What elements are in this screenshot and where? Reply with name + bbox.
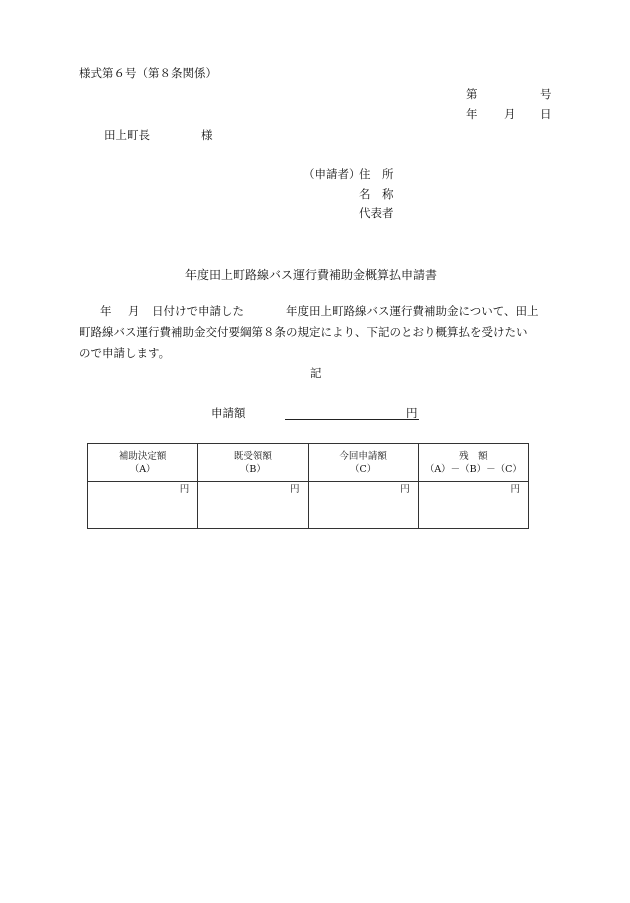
body-year: 年 bbox=[100, 304, 112, 318]
table-header-cell bbox=[308, 444, 418, 482]
table-header-cell bbox=[198, 444, 308, 482]
value-cell-current-application bbox=[308, 482, 418, 529]
date-year: 年 bbox=[466, 107, 478, 121]
unit-yen: 円 bbox=[289, 484, 300, 495]
header-balance-sub: （A）－（B）－（C） bbox=[424, 463, 522, 475]
document-title: 年度田上町路線バス運行費補助金概算払申請書 bbox=[185, 268, 438, 282]
value-cell-already-received bbox=[198, 482, 308, 529]
body-month: 月 bbox=[128, 304, 140, 318]
applicant-name-label: 名 称 bbox=[359, 187, 394, 201]
applicant-representative-label: 代表者 bbox=[359, 206, 394, 220]
body-line1-rest: 日付けで申請した bbox=[152, 304, 244, 318]
table-header-cell bbox=[418, 444, 528, 482]
applicant-label: （申請者） bbox=[303, 167, 361, 181]
header-current-application-sub: （C） bbox=[349, 463, 377, 475]
body-line3: ので申請します。 bbox=[79, 346, 171, 360]
header-already-received: 既受領額 bbox=[233, 450, 272, 462]
table-header-cell bbox=[88, 444, 198, 482]
header-current-application: 今回申請額 bbox=[339, 450, 387, 462]
value-cell-balance bbox=[418, 482, 528, 529]
header-already-received-sub: （B） bbox=[239, 463, 266, 475]
application-amount-field bbox=[285, 405, 419, 420]
doc-number-suffix: 号 bbox=[540, 87, 552, 101]
value-cell-subsidy-decided bbox=[88, 482, 198, 529]
header-subsidy-decided: 補助決定額 bbox=[118, 450, 167, 462]
unit-yen: 円 bbox=[400, 484, 410, 495]
header-subsidy-decided-sub: （A） bbox=[129, 463, 156, 475]
unit-yen: 円 bbox=[510, 484, 520, 495]
doc-number-prefix: 第 bbox=[466, 87, 478, 101]
amount-table bbox=[87, 443, 529, 529]
applicant-address-label: 住 所 bbox=[359, 167, 394, 181]
date-day: 日 bbox=[540, 107, 552, 121]
table-value-row bbox=[88, 482, 529, 529]
unit-yen: 円 bbox=[179, 484, 190, 495]
ki-marker: 記 bbox=[310, 366, 322, 380]
body-line2: 町路線バス運行費補助金交付要綱第８条の規定により、下記のとおり概算払を受けたい bbox=[79, 325, 528, 339]
addressee-name: 田上町長 bbox=[104, 128, 150, 142]
body-line1-tail: 年度田上町路線バス運行費補助金について、田上 bbox=[286, 304, 539, 318]
addressee-honorific: 様 bbox=[201, 128, 213, 142]
form-number: 様式第６号（第８条関係） bbox=[79, 66, 217, 80]
date-month: 月 bbox=[504, 107, 516, 121]
application-amount-unit: 円 bbox=[406, 406, 418, 420]
application-amount-label: 申請額 bbox=[211, 406, 246, 420]
table-header-row bbox=[88, 444, 529, 482]
header-balance: 残 額 bbox=[459, 450, 488, 462]
